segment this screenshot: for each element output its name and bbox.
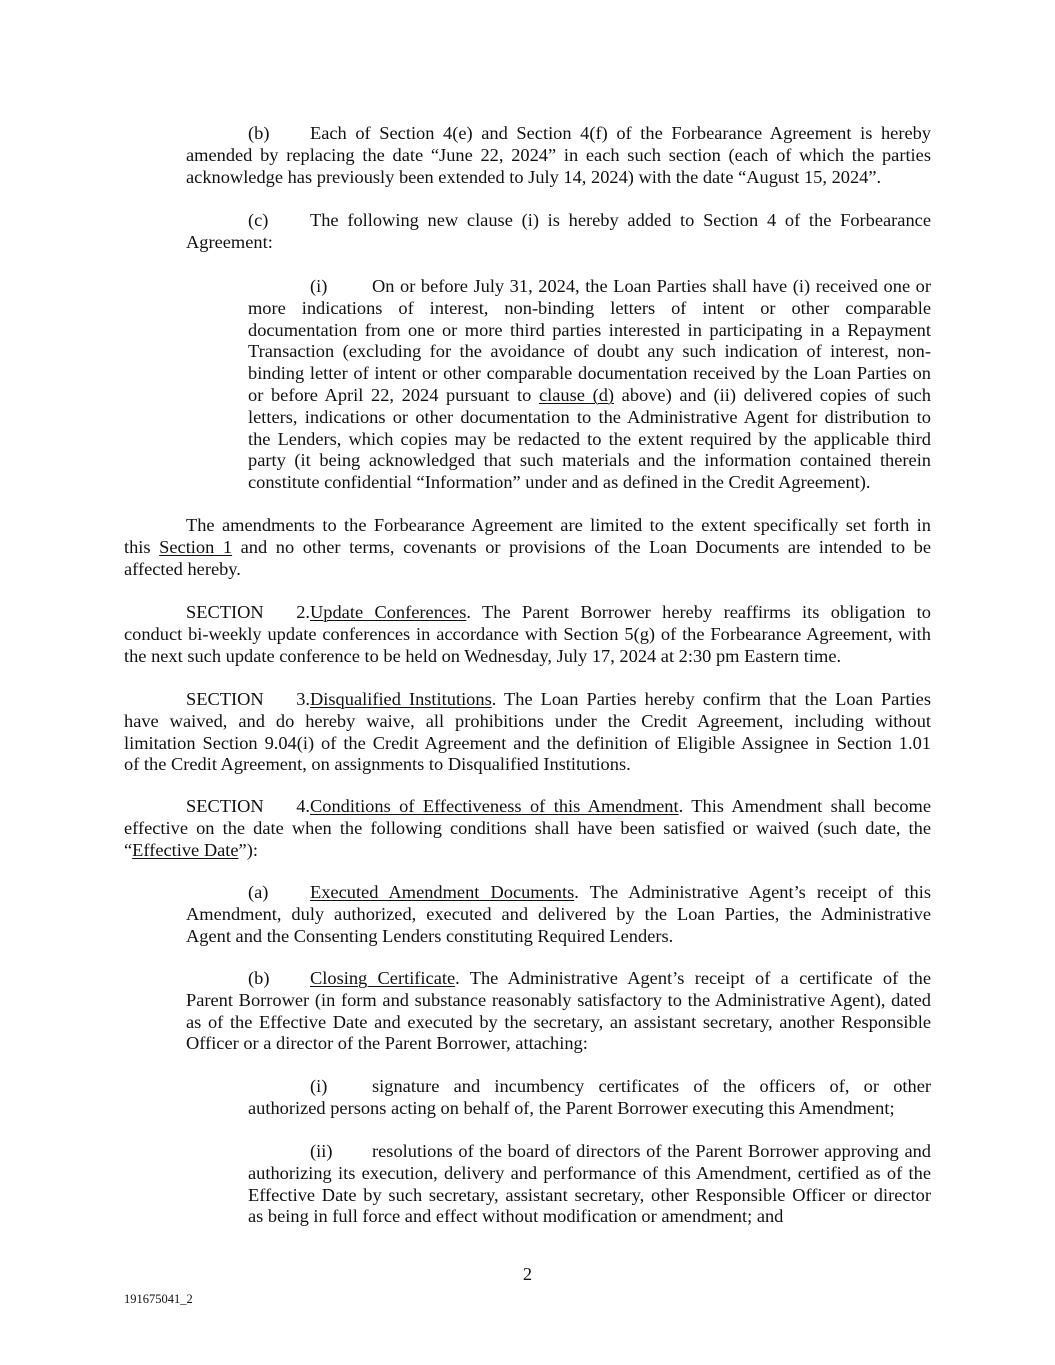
defined-term: Effective Date	[132, 839, 239, 860]
text-line: Officer or a director of the Parent Borrower, attaching:	[186, 1033, 588, 1054]
text-line: Transaction (excluding for the avoidance of doubt any such indication of interest, non-	[248, 341, 931, 362]
text-line: binding letter of intent or other comparable documentation received by the Loan Parties on	[248, 363, 931, 384]
text-line: effective on the date when the following conditions shall have been satisfied or waived (such date, the	[124, 817, 931, 838]
text-line: documentation from one or more third parties interested in participating in a Repayment	[248, 319, 931, 340]
line-text: and no other terms, covenants or provisions of the Loan Documents are intended to be	[232, 536, 931, 557]
paragraph-section-3	[124, 689, 931, 776]
text-line: Effective Date by such secretary, assistant secretary, other Responsible Officer or director	[248, 1184, 931, 1205]
line-text: above) and (ii) delivered copies of such	[614, 384, 931, 405]
text-line: amended by replacing the date “June 22, 2024” in each such section (each of which the parties	[186, 144, 931, 165]
text-line: acknowledge has previously been extended to July 14, 2024) with the date “August 15, 2024”.	[186, 166, 882, 187]
text-line: Agent and the Consenting Lenders constituting Required Lenders.	[186, 925, 674, 946]
paragraph-attachment-i	[248, 1076, 931, 1120]
text-line: The amendments to the Forbearance Agreement are limited to the extent specifically set forth in	[186, 515, 931, 535]
section-heading: Update Conferences	[310, 602, 467, 622]
text-line	[248, 276, 931, 298]
line-text: “	[124, 839, 133, 860]
text-line: the next such update conference to be held on Wednesday, July 17, 2024 at 2:30 pm Eastern time.	[124, 645, 842, 666]
text-line: constitute confidential “Information” under and as defined in the Credit Agreement).	[248, 472, 871, 493]
section-heading: Conditions of Effectiveness of this Amendment	[310, 796, 679, 816]
line-text: . The Loan Parties hereby confirm that the Loan Parties	[491, 689, 931, 709]
text-line: authorized persons acting on behalf of, the Parent Borrower executing this Amendment;	[248, 1097, 895, 1118]
text-line: authorizing its execution, delivery and performance of this Amendment, certified as of the	[248, 1162, 931, 1183]
clause-label: (a)	[248, 882, 269, 902]
clause-label: (b)	[248, 123, 270, 143]
text-line: Agreement:	[186, 231, 273, 252]
text-line	[186, 210, 931, 232]
line-text: . This Amendment shall become	[678, 796, 931, 816]
text-line: affected hereby.	[124, 558, 241, 579]
text-line	[248, 1076, 931, 1098]
text-line: as of the Effective Date and executed by the secretary, an assistant secretary, another Responsible	[186, 1011, 931, 1032]
line-text: . The Parent Borrower hereby reaffirms its obligation to	[466, 602, 931, 622]
text-line: limitation Section 9.04(i) of the Credit Agreement and the definition of Eligible Assignee in Section 1.01	[124, 732, 931, 753]
clause-label: (i)	[310, 276, 328, 296]
text-line	[124, 840, 931, 862]
text-line: the Lenders, which copies may be redacted to the extent required by the applicable third	[248, 428, 931, 449]
line-text: On or before July 31, 2024, the Loan Parties shall have (i) received one or	[372, 276, 931, 296]
text-line	[124, 796, 931, 818]
text-line	[124, 689, 931, 711]
clause-heading: Executed Amendment Documents	[310, 882, 575, 902]
line-text: or before April 22, 2024 pursuant to	[248, 384, 539, 405]
text-line	[124, 602, 931, 624]
paragraph-section-4	[124, 796, 931, 861]
line-text: ”):	[238, 839, 258, 860]
text-line: more indications of interest, non-binding letters of intent or other comparable	[248, 297, 931, 318]
text-line: letters, indications or other documentation to the Administrative Agent for distribution to	[248, 406, 931, 427]
clause-label: (b)	[248, 968, 270, 988]
clause-label: (i)	[310, 1076, 328, 1096]
paragraph-amendment-c	[186, 210, 931, 254]
line-text: Each of Section 4(e) and Section 4(f) of the Forbearance Agreement is hereby	[310, 123, 931, 143]
paragraph-amendment-b	[186, 123, 931, 188]
section-label: SECTION 2.	[186, 602, 310, 622]
paragraph-condition-b	[186, 968, 931, 1055]
text-line: as being in full force and effect without modification or amendment; and	[248, 1206, 784, 1227]
text-line	[186, 123, 931, 145]
page-number: 2	[522, 1264, 533, 1284]
paragraph-new-clause-i	[248, 276, 931, 494]
clause-label: (c)	[248, 210, 269, 230]
section-label: SECTION 3.	[186, 689, 310, 709]
text-line	[124, 537, 931, 559]
text-line: Parent Borrower (in form and substance reasonably satisfactory to the Administrative Agent), dated	[186, 989, 931, 1010]
text-line	[248, 385, 931, 407]
document-id: 191675041_2	[124, 1292, 193, 1306]
text-line: Amendment, duly authorized, executed and delivered by the Loan Parties, the Administrative	[186, 903, 931, 924]
line-text: signature and incumbency certificates of the officers of, or other	[372, 1076, 931, 1096]
line-text: this	[124, 536, 160, 557]
clause-reference: clause (d)	[538, 384, 615, 405]
section-label: SECTION 4.	[186, 796, 310, 816]
clause-heading: Closing Certificate	[310, 968, 456, 988]
line-text: resolutions of the board of directors of the Parent Borrower approving and	[372, 1141, 931, 1161]
text-line: party (it being acknowledged that such materials and the information contained therein	[248, 450, 931, 471]
paragraph-attachment-ii	[248, 1141, 931, 1228]
text-line: conduct bi-weekly update conferences in accordance with Section 5(g) of the Forbearance Agreement, with	[124, 623, 931, 644]
line-text: The following new clause (i) is hereby added to Section 4 of the Forbearance	[310, 210, 931, 230]
clause-label: (ii)	[310, 1141, 333, 1161]
line-text: . The Administrative Agent’s receipt of this	[574, 882, 931, 902]
text-line: of the Credit Agreement, on assignments to Disqualified Institutions.	[124, 754, 631, 775]
section-reference: Section 1	[159, 536, 233, 557]
paragraph-section-2	[124, 602, 931, 667]
section-heading: Disqualified Institutions	[310, 689, 492, 709]
paragraph-condition-a	[186, 882, 931, 947]
text-line	[248, 1141, 931, 1163]
text-line	[186, 882, 931, 904]
text-line: have waived, and do hereby waive, all prohibitions under the Credit Agreement, including without	[124, 710, 931, 731]
text-line	[186, 968, 931, 990]
paragraph-limitation	[124, 515, 931, 580]
line-text: . The Administrative Agent’s receipt of a certificate of the	[455, 968, 931, 988]
